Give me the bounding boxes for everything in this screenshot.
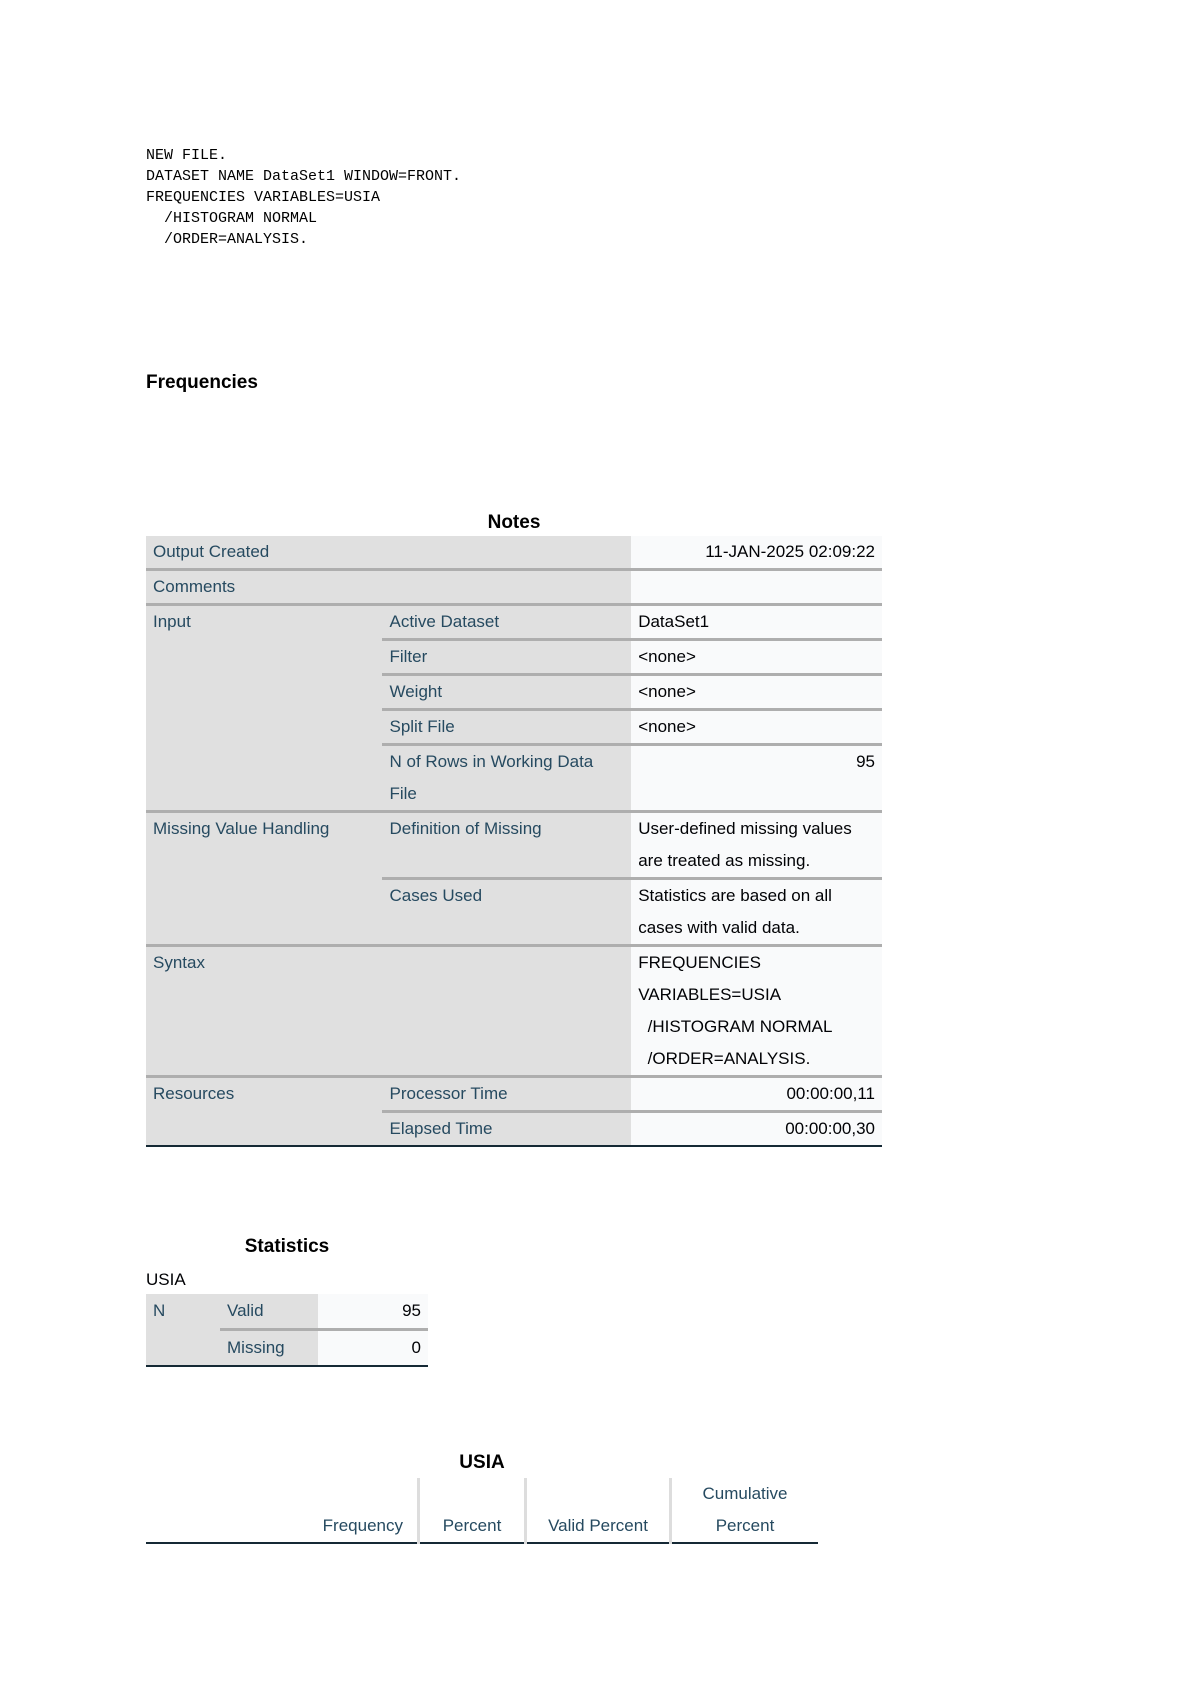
usia-table [146,1478,818,1544]
elapsed-time-label: Elapsed Time [382,1112,631,1147]
statistics-title: Statistics [244,1236,330,1257]
filter-label: Filter [382,640,631,675]
n-label: N [146,1294,220,1366]
syntax-line: NEW FILE. [146,147,228,164]
syntax-value-line: /ORDER=ANALYSIS. [638,1049,811,1068]
missing-value: 0 [318,1330,428,1367]
processor-time-value: 00:00:00,11 [631,1077,882,1112]
output-created-value: 11-JAN-2025 02:09:22 [631,536,882,570]
syntax-line: DATASET NAME DataSet1 WINDOW=FRONT. [146,168,462,185]
table-row [146,605,882,640]
definition-of-missing-label: Definition of Missing [382,812,631,879]
syntax-value-line: FREQUENCIES [638,953,761,972]
table-row [146,1294,428,1330]
col-header-frequency: Frequency [146,1478,419,1543]
resources-label: Resources [146,1077,382,1147]
syntax-line: /ORDER=ANALYSIS. [146,231,309,248]
table-row [146,570,882,605]
col-header-cumulative-top: Cumulative [702,1484,788,1503]
statistics-table [146,1294,428,1367]
active-dataset-label: Active Dataset [382,605,631,640]
syntax-line: /HISTOGRAM NORMAL [146,210,318,227]
notes-title: Notes [487,512,541,533]
n-rows-label: N of Rows in Working Data File [382,745,631,812]
filter-value: <none> [631,640,882,675]
syntax-block [146,145,461,250]
elapsed-time-value: 00:00:00,30 [631,1112,882,1147]
valid-label: Valid [220,1294,318,1330]
syntax-label: Syntax [146,946,631,1077]
missing-label: Missing [220,1330,318,1367]
processor-time-label: Processor Time [382,1077,631,1112]
table-row [146,536,882,570]
split-file-value: <none> [631,710,882,745]
valid-value: 95 [318,1294,428,1330]
table-row [146,812,882,879]
col-header-valid-percent: Valid Percent [526,1478,671,1543]
comments-label: Comments [146,570,631,605]
missing-value-handling-label: Missing Value Handling [146,812,382,946]
notes-table [146,536,882,1147]
syntax-value-line: VARIABLES=USIA [638,985,782,1004]
comments-value [631,570,882,605]
frequencies-heading: Frequencies [146,372,258,393]
cases-used-value: Statistics are based on all cases with valid data. [631,879,882,946]
input-label: Input [146,605,382,812]
col-header-cumulative-bottom: Percent [715,1516,775,1535]
table-header-row [146,1478,818,1543]
cases-used-label: Cases Used [382,879,631,946]
syntax-value-line: /HISTOGRAM NORMAL [638,1017,833,1036]
table-row [146,946,882,1077]
col-header-percent: Percent [419,1478,526,1543]
split-file-label: Split File [382,710,631,745]
statistics-variable-label: USIA [146,1270,186,1289]
syntax-value [631,946,882,1077]
table-row [146,1077,882,1112]
output-created-label: Output Created [146,536,631,570]
weight-label: Weight [382,675,631,710]
syntax-line: FREQUENCIES VARIABLES=USIA [146,189,381,206]
n-rows-value: 95 [631,745,882,812]
weight-value: <none> [631,675,882,710]
definition-of-missing-value: User-defined missing values are treated as missing. [631,812,882,879]
active-dataset-value: DataSet1 [631,605,882,640]
col-header-cumulative-percent [671,1478,819,1543]
usia-title: USIA [459,1452,505,1473]
